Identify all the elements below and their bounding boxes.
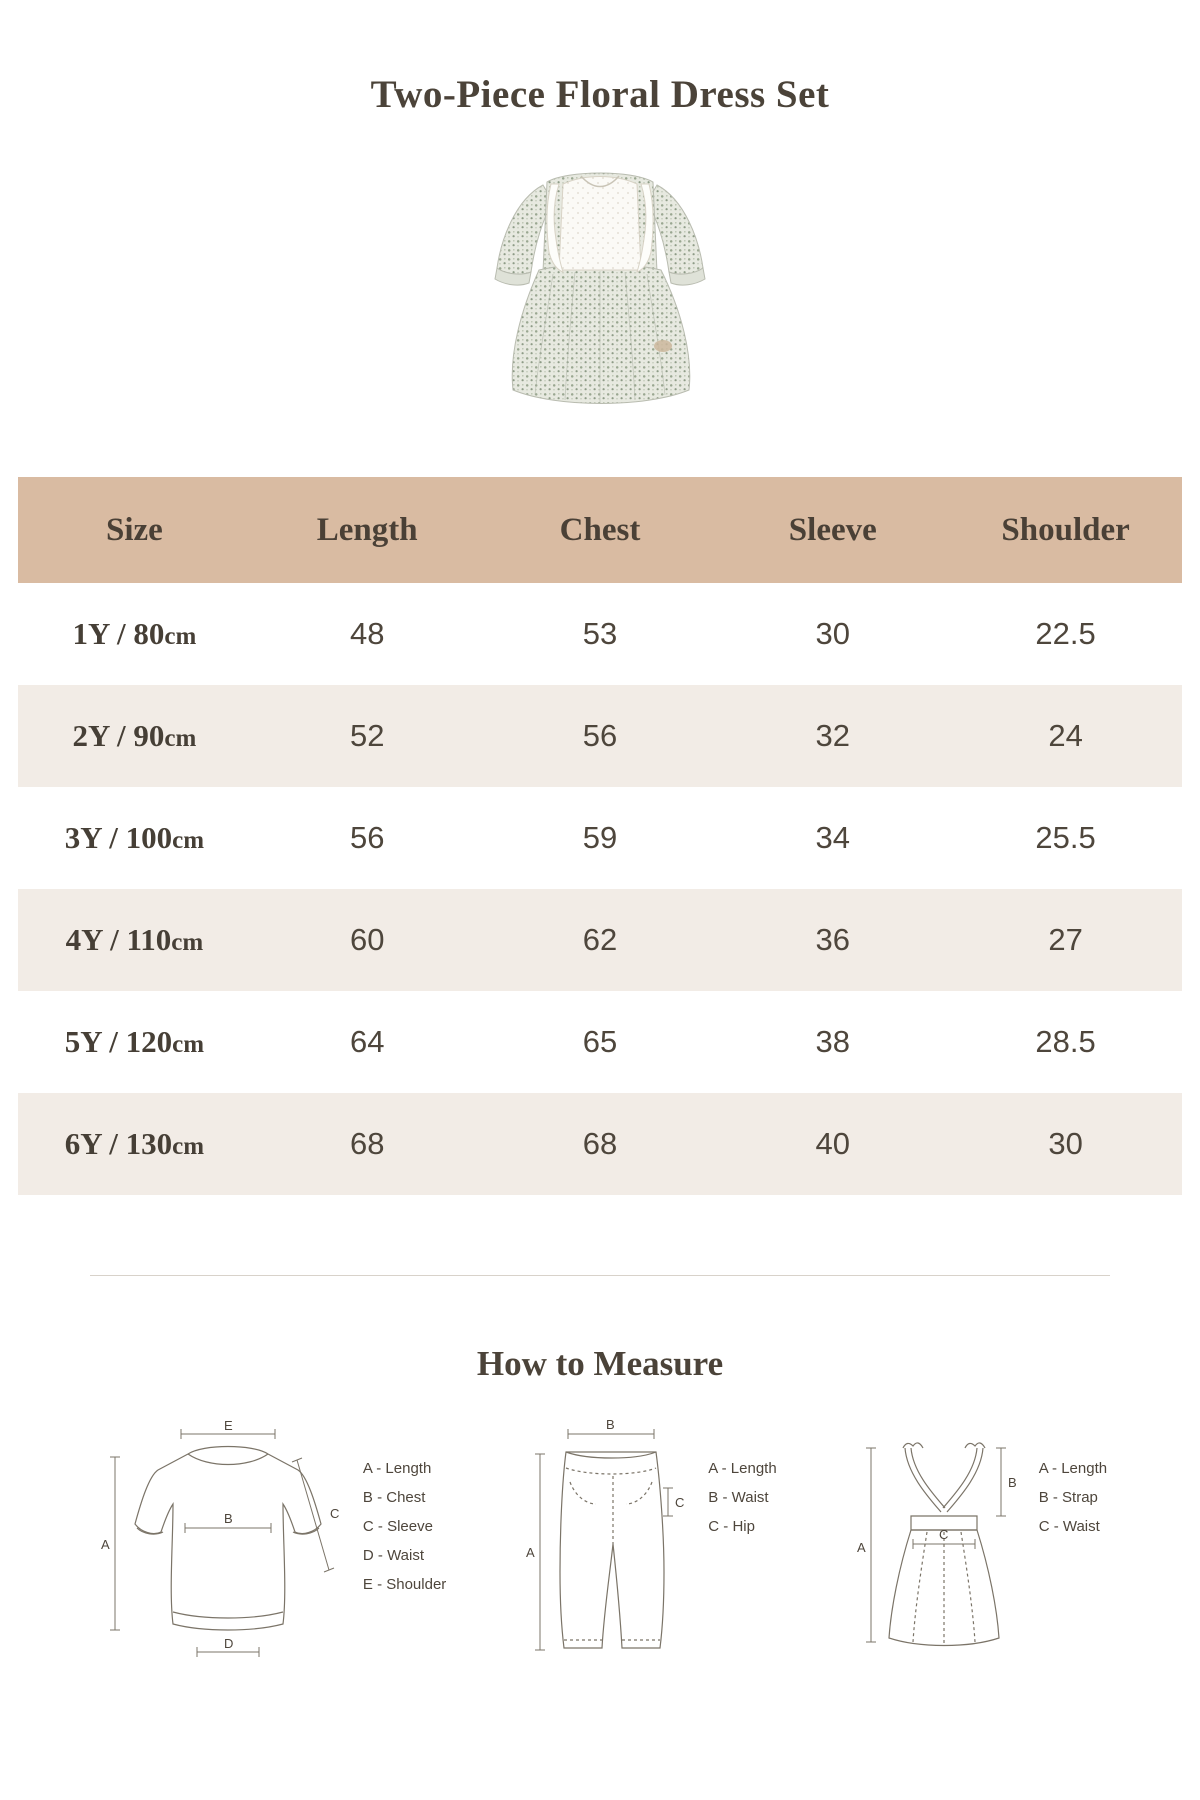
cell-shoulder: 28.5 xyxy=(949,991,1182,1093)
cell-chest: 68 xyxy=(484,1093,717,1195)
column-header-sleeve: Sleeve xyxy=(716,477,949,583)
cell-sleeve: 40 xyxy=(716,1093,949,1195)
cell-length: 52 xyxy=(251,685,484,787)
sweater-diagram xyxy=(93,1412,363,1672)
size-unit: cm xyxy=(171,929,204,956)
table-row xyxy=(18,889,1182,991)
legend-item-a: A - Length xyxy=(362,1460,432,1477)
cell-sleeve: 32 xyxy=(716,685,949,787)
measure-diagrams-row xyxy=(0,1412,1200,1672)
pinafore-legend xyxy=(1039,1412,1107,1541)
legend-item-b: B - Waist xyxy=(708,1489,769,1506)
legend-item-a: A - Length xyxy=(1038,1460,1108,1477)
measure-block-pinafore xyxy=(849,1412,1107,1672)
table-row xyxy=(18,685,1182,787)
mark-a-label: A xyxy=(856,1540,866,1555)
cell-sleeve: 36 xyxy=(716,889,949,991)
legend-item-c: C - Hip xyxy=(708,1518,755,1535)
table-row xyxy=(18,1093,1182,1195)
cell-sleeve: 34 xyxy=(716,787,949,889)
legend-item-c: C - Waist xyxy=(1038,1518,1100,1535)
cell-size xyxy=(18,685,251,787)
table-row xyxy=(18,787,1182,889)
cell-shoulder: 24 xyxy=(949,685,1182,787)
size-table-body xyxy=(18,583,1182,1195)
size-table-head xyxy=(18,477,1182,583)
cell-chest: 56 xyxy=(484,685,717,787)
measure-block-sweater xyxy=(93,1412,446,1672)
cell-size xyxy=(18,991,251,1093)
measure-block-pants xyxy=(518,1412,776,1672)
cell-length: 48 xyxy=(251,583,484,685)
legend-item-b: B - Strap xyxy=(1038,1489,1098,1506)
column-header-shoulder: Shoulder xyxy=(949,477,1182,583)
mark-a-label: A xyxy=(100,1537,110,1552)
product-image-area xyxy=(0,125,1200,455)
cell-size xyxy=(18,583,251,685)
how-to-measure-title: How to Measure xyxy=(476,1344,724,1383)
size-value: 4Y / 110 xyxy=(65,922,172,957)
floral-dress-set-photo xyxy=(435,140,765,440)
cell-size xyxy=(18,787,251,889)
sweater-legend xyxy=(363,1412,446,1599)
size-unit: cm xyxy=(172,1133,205,1160)
table-header-row xyxy=(18,477,1182,583)
pants-legend xyxy=(708,1412,776,1541)
cell-sleeve: 30 xyxy=(716,583,949,685)
cell-chest: 65 xyxy=(484,991,717,1093)
table-row xyxy=(18,991,1182,1093)
pants-diagram xyxy=(518,1412,708,1672)
cell-shoulder: 30 xyxy=(949,1093,1182,1195)
legend-item-c: C - Sleeve xyxy=(362,1518,433,1535)
mark-a-label: A xyxy=(526,1545,535,1560)
mark-b-label: B xyxy=(606,1417,615,1432)
cell-shoulder: 27 xyxy=(949,889,1182,991)
mark-c-label: C xyxy=(675,1495,685,1510)
size-unit: cm xyxy=(164,725,197,752)
cell-chest: 59 xyxy=(484,787,717,889)
size-value: 1Y / 80 xyxy=(72,616,165,651)
cell-length: 60 xyxy=(251,889,484,991)
cell-shoulder: 25.5 xyxy=(949,787,1182,889)
cell-sleeve: 38 xyxy=(716,991,949,1093)
size-table-wrap xyxy=(18,477,1182,1195)
size-value: 5Y / 120 xyxy=(64,1024,173,1059)
size-unit: cm xyxy=(164,623,197,650)
pinafore-skirt-diagram xyxy=(849,1412,1039,1672)
size-unit: cm xyxy=(172,827,205,854)
column-header-length: Length xyxy=(251,477,484,583)
size-table xyxy=(18,477,1182,1195)
cell-chest: 62 xyxy=(484,889,717,991)
mark-d-label: D xyxy=(223,1636,234,1651)
size-value: 6Y / 130 xyxy=(64,1126,173,1161)
page-title: Two-Piece Floral Dress Set xyxy=(370,73,830,116)
cell-chest: 53 xyxy=(484,583,717,685)
legend-item-b: B - Chest xyxy=(362,1489,426,1506)
section-divider xyxy=(90,1275,1110,1276)
mark-b-label: B xyxy=(1007,1475,1017,1490)
mark-c-label: C xyxy=(938,1527,949,1542)
column-header-chest: Chest xyxy=(484,477,717,583)
mark-b-label: B xyxy=(223,1511,233,1526)
size-value: 2Y / 90 xyxy=(72,718,165,753)
table-row xyxy=(18,583,1182,685)
mark-c-label: C xyxy=(329,1506,340,1521)
size-value: 3Y / 100 xyxy=(64,820,173,855)
mark-e-label: E xyxy=(223,1418,233,1433)
size-unit: cm xyxy=(172,1031,205,1058)
legend-item-d: D - Waist xyxy=(362,1547,425,1564)
cell-length: 64 xyxy=(251,991,484,1093)
cell-shoulder: 22.5 xyxy=(949,583,1182,685)
cell-length: 56 xyxy=(251,787,484,889)
legend-item-e: E - Shoulder xyxy=(362,1576,447,1593)
legend-item-a: A - Length xyxy=(708,1460,777,1477)
cell-length: 68 xyxy=(251,1093,484,1195)
cell-size xyxy=(18,889,251,991)
column-header-size: Size xyxy=(18,477,251,583)
cell-size xyxy=(18,1093,251,1195)
